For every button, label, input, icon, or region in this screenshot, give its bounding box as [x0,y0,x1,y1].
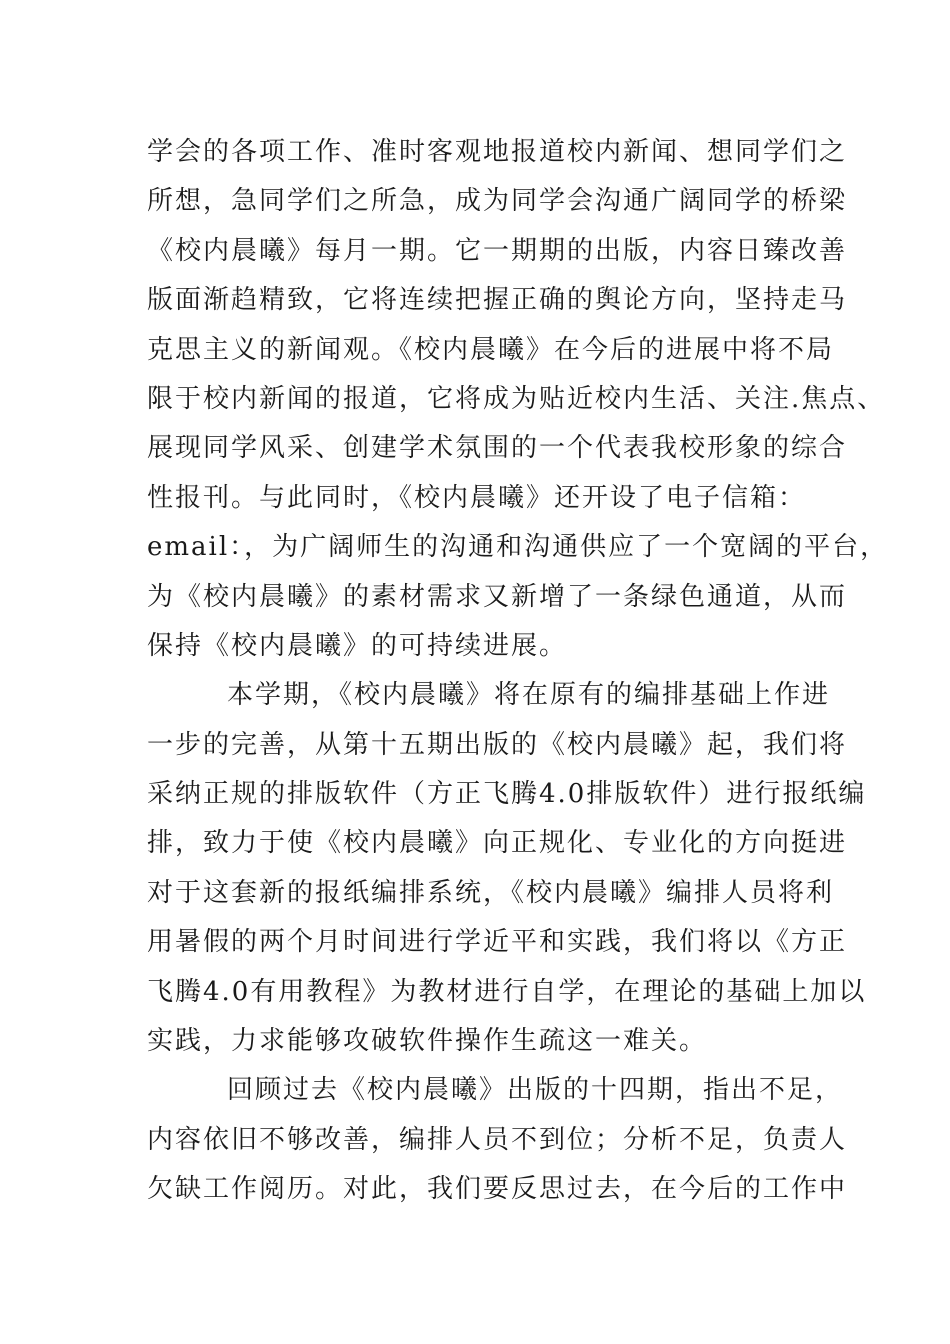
text-line: 限于校内新闻的报道，它将成为贴近校内生活、关注.焦点、 [147,383,886,414]
text-line: 为《校内晨曦》的素材需求又新增了一条绿色通道，从而 [147,581,848,612]
paragraph [147,128,889,671]
text-line: 回顾过去《校内晨曦》出版的十四期，指出不足， [227,1075,844,1106]
text-line: 版面渐趋精致，它将连续把握正确的舆论方向，坚持走马 [147,285,848,316]
text-line: email：，为广阔师生的沟通和沟通供应了一个宽阔的平台， [147,532,889,563]
text-line: 展现同学风采、创建学术氛围的一个代表我校形象的综合 [147,433,848,464]
text-line: 实践，力求能够攻破软件操作生疏这一难关。 [147,1026,708,1057]
text-line: 内容依旧不够改善，编排人员不到位；分析不足，负责人 [147,1124,848,1155]
text-line: 排，致力于使《校内晨曦》向正规化、专业化的方向挺进 [147,828,848,859]
document-body [147,128,889,1215]
text-line: 保持《校内晨曦》的可持续进展。 [147,630,568,661]
text-line: 《校内晨曦》每月一期。它一期期的出版，内容日臻改善 [147,235,848,266]
text-line: 本学期，《校内晨曦》将在原有的编排基础上作进 [227,680,831,711]
text-line: 飞腾4.0有用教程》为教材进行自学，在理论的基础上加以 [147,976,867,1007]
paragraph [147,1066,848,1214]
text-line: 学会的各项工作、准时客观地报道校内新闻、想同学们之 [147,137,848,167]
text-line: 采纳正规的排版软件（方正飞腾4.0排版软件）进行报纸编 [147,779,867,810]
text-line: 对于这套新的报纸编排系统，《校内晨曦》编排人员将利 [147,877,835,908]
text-line: 克思主义的新闻观。《校内晨曦》在今后的进展中将不局 [147,334,835,365]
paragraph [147,671,867,1066]
text-line: 性报刊。与此同时，《校内晨曦》还开设了电子信箱： [147,482,807,513]
text-line: 一步的完善，从第十五期出版的《校内晨曦》起，我们将 [147,729,848,760]
text-line: 欠缺工作阅历。对此，我们要反思过去，在今后的工作中 [147,1174,848,1205]
text-line: 用暑假的两个月时间进行学近平和实践，我们将以《方正 [147,927,848,958]
text-line: 所想，急同学们之所急，成为同学会沟通广阔同学的桥梁 [147,186,848,217]
